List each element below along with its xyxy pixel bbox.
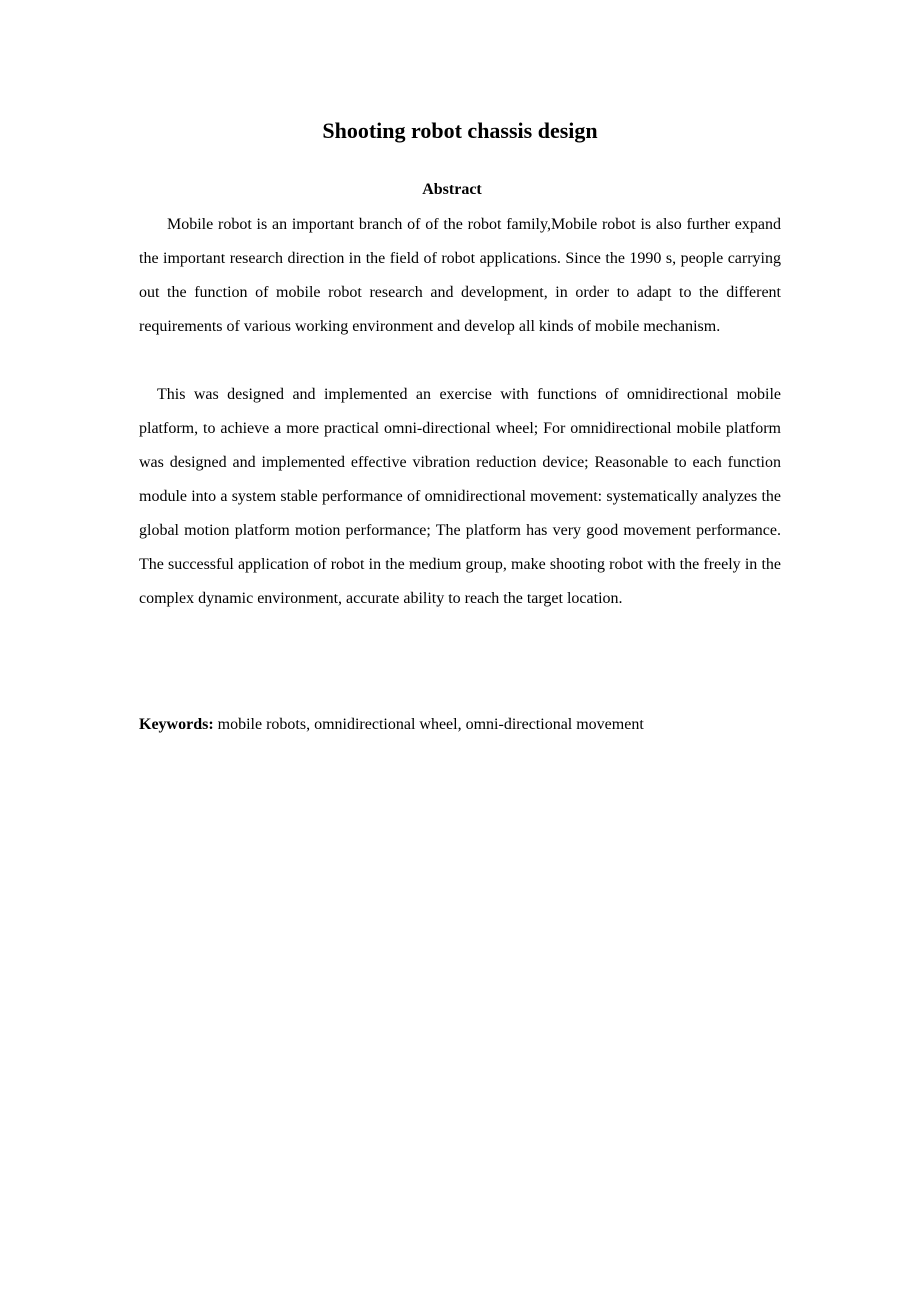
abstract-paragraph-1: Mobile robot is an important branch of of the robot family,Mobile robot is also further expand the important research direction in the field of robot applications. Since the 1990 s, people carrying out the function of mobile robot research and development, in order to adapt to the different requirements of various working environment and develop all kinds of mobile mechanism. (139, 216, 781, 335)
keywords-text: mobile robots, omnidirectional wheel, omni-directional movement (217, 716, 644, 733)
abstract-paragraph-2: This was designed and implemented an exercise with functions of omnidirectional mobile platform, to achieve a more practical omni-directional wheel; For omnidirectional mobile platform was designed and implemented effective vibration reduction device; Reasonable to each function module into a system stable performance of omnidirectional movement: systematically analyzes the global motion platform motion performance; The platform has very good movement performance. The successful application of robot in the medium group, make shooting robot with the freely in the complex dynamic environment, accurate ability to reach the target location. (139, 386, 781, 607)
keywords-label: Keywords: (139, 716, 214, 733)
keywords-line (139, 712, 781, 738)
abstract-heading: Abstract (422, 181, 482, 198)
document-title: Shooting robot chassis design (322, 118, 598, 143)
